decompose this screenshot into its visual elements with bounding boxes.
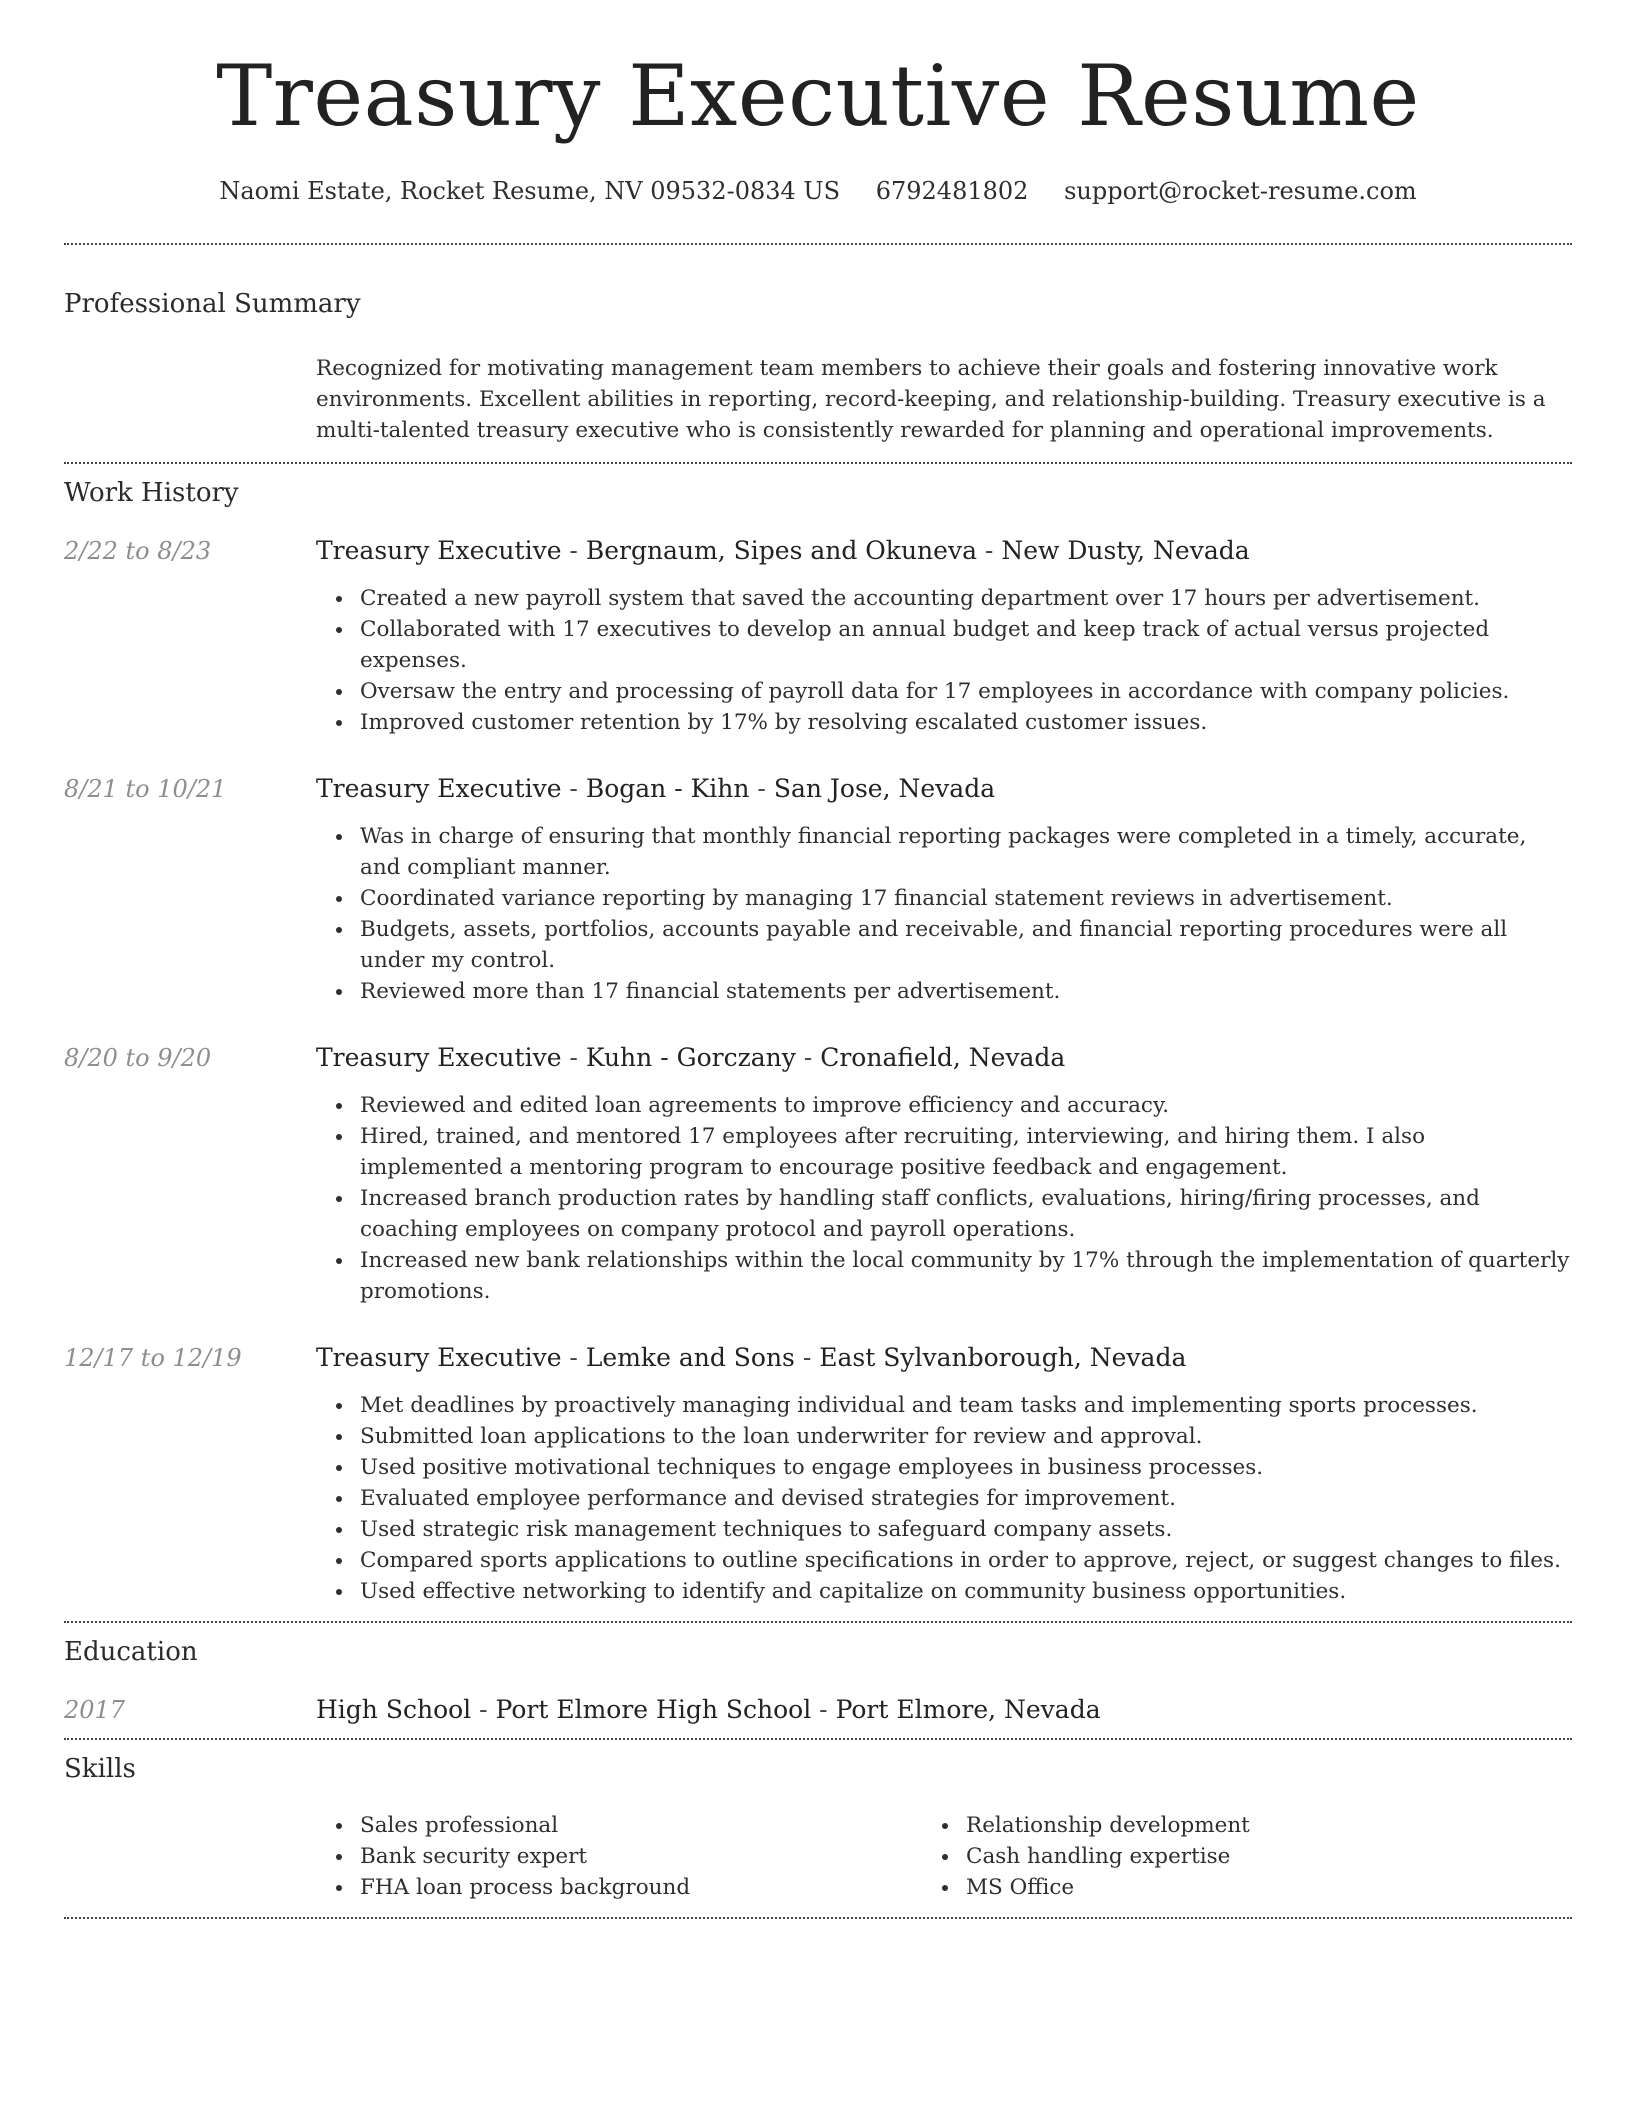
separator: - xyxy=(561,1342,586,1372)
job-company: Bergnaum, Sipes and Okuneva xyxy=(585,535,977,565)
section-divider xyxy=(64,1621,1572,1623)
skill-item: Bank security expert xyxy=(360,1841,966,1872)
list-item: Reviewed and edited loan agreements to improve efficiency and accuracy. xyxy=(360,1090,1572,1121)
job-entry xyxy=(64,1043,1572,1307)
job-heading xyxy=(316,1343,1186,1372)
list-item: Used positive motivational techniques to engage employees in business processes. xyxy=(360,1452,1572,1483)
separator: - xyxy=(561,773,586,803)
list-item: Submitted loan applications to the loan underwriter for review and approval. xyxy=(360,1421,1572,1452)
skill-item: Sales professional xyxy=(360,1810,966,1841)
separator: - xyxy=(794,1342,820,1372)
skills-column-right xyxy=(966,1810,1572,1903)
resume-page xyxy=(64,0,1572,1919)
resume-title: Treasury Executive Resume xyxy=(216,47,1420,145)
list-item: Increased new bank relationships within the local community by 17% through the implementation of quarterly promotions. xyxy=(360,1245,1572,1307)
list-item: Was in charge of ensuring that monthly financial reporting packages were completed in a timely, accurate, and compliant manner. xyxy=(360,821,1572,883)
job-heading xyxy=(316,1043,1065,1072)
skill-item: FHA loan process background xyxy=(360,1872,966,1903)
separator: - xyxy=(795,1042,821,1072)
job-dates: 2/22 to 8/23 xyxy=(64,536,212,565)
list-item: Oversaw the entry and processing of payroll data for 17 employees in accordance with company policies. xyxy=(360,676,1572,707)
job-location: San Jose, Nevada xyxy=(773,773,996,803)
contact-email: support@rocket-resume.com xyxy=(1064,176,1417,205)
work-history-heading: Work History xyxy=(64,477,239,508)
skills-list xyxy=(360,1810,1572,1903)
education-location: Port Elmore, Nevada xyxy=(835,1694,1101,1724)
separator: - xyxy=(749,773,774,803)
job-bullets xyxy=(360,583,1572,738)
section-divider xyxy=(64,1738,1572,1740)
job-heading xyxy=(316,536,1250,565)
skills-column-left xyxy=(360,1810,966,1903)
list-item: Met deadlines by proactively managing individual and team tasks and implementing sports processes. xyxy=(360,1390,1572,1421)
skill-item: MS Office xyxy=(966,1872,1572,1903)
job-position: Treasury Executive xyxy=(316,773,562,803)
skills-section xyxy=(64,1754,1572,1903)
summary-section xyxy=(64,289,1572,446)
list-item: Budgets, assets, portfolios, accounts payable and receivable, and financial reporting procedures were all under my control. xyxy=(360,914,1572,976)
list-item: Hired, trained, and mentored 17 employees after recruiting, interviewing, and hiring them. I also implemented a mentoring program to encourage positive feedback and engagement. xyxy=(360,1121,1572,1183)
education-year: 2017 xyxy=(64,1695,126,1724)
job-dates: 8/20 to 9/20 xyxy=(64,1043,212,1072)
section-divider xyxy=(64,243,1572,245)
list-item: Reviewed more than 17 financial statements per advertisement. xyxy=(360,976,1572,1007)
list-item: Evaluated employee performance and devised strategies for improvement. xyxy=(360,1483,1572,1514)
skill-item: Relationship development xyxy=(966,1810,1572,1841)
job-position: Treasury Executive xyxy=(316,1342,562,1372)
list-item: Improved customer retention by 17% by resolving escalated customer issues. xyxy=(360,707,1572,738)
job-position: Treasury Executive xyxy=(316,1042,562,1072)
job-dates: 8/21 to 10/21 xyxy=(64,774,227,803)
job-location: New Dusty, Nevada xyxy=(1001,535,1250,565)
job-location: Cronafield, Nevada xyxy=(820,1042,1066,1072)
separator: - xyxy=(471,1694,496,1724)
contact-phone: 6792481802 xyxy=(875,176,1029,205)
list-item: Coordinated variance reporting by managing 17 financial statement reviews in advertisement. xyxy=(360,883,1572,914)
list-item: Increased branch production rates by handling staff conflicts, evaluations, hiring/firing processes, and coaching employees on company protocol and payroll operations. xyxy=(360,1183,1572,1245)
job-entry xyxy=(64,536,1572,738)
education-school: Port Elmore High School xyxy=(495,1694,812,1724)
job-location: East Sylvanborough, Nevada xyxy=(819,1342,1187,1372)
skills-heading: Skills xyxy=(64,1753,136,1784)
job-company: Bogan - Kihn xyxy=(585,773,750,803)
education-entry xyxy=(64,1695,1572,1724)
job-bullets xyxy=(360,821,1572,1007)
job-company: Kuhn - Gorczany xyxy=(585,1042,796,1072)
job-entry xyxy=(64,774,1572,1007)
skill-item: Cash handling expertise xyxy=(966,1841,1572,1872)
separator: - xyxy=(561,535,586,565)
summary-text: Recognized for motivating management team members to achieve their goals and fostering innovative work environments. Excellent abilities in reporting, record-keeping, and relationship-building. Treasury executive is a multi-talented treasury executive who is consistently rewarded for planning and operational improvements. xyxy=(316,355,1546,443)
list-item: Used strategic risk management techniques to safeguard company assets. xyxy=(360,1514,1572,1545)
work-history-section xyxy=(64,478,1572,1607)
education-heading-line xyxy=(316,1695,1101,1724)
list-item: Used effective networking to identify and capitalize on community business opportunities. xyxy=(360,1576,1572,1607)
separator: - xyxy=(976,535,1002,565)
education-degree: High School xyxy=(316,1694,472,1724)
education-section xyxy=(64,1637,1572,1724)
list-item: Created a new payroll system that saved the accounting department over 17 hours per advertisement. xyxy=(360,583,1572,614)
contact-address: Naomi Estate, Rocket Resume, NV 09532-0834 US xyxy=(219,176,841,205)
summary-heading: Professional Summary xyxy=(64,288,361,319)
job-entry xyxy=(64,1343,1572,1607)
job-bullets xyxy=(360,1390,1572,1607)
contact-line xyxy=(64,177,1572,205)
list-item: Collaborated with 17 executives to develop an annual budget and keep track of actual versus projected expenses. xyxy=(360,614,1572,676)
job-heading xyxy=(316,774,995,803)
job-company: Lemke and Sons xyxy=(585,1342,795,1372)
section-divider xyxy=(64,462,1572,464)
list-item: Compared sports applications to outline specifications in order to approve, reject, or suggest changes to files. xyxy=(360,1545,1572,1576)
job-bullets xyxy=(360,1090,1572,1307)
section-divider xyxy=(64,1917,1572,1919)
job-position: Treasury Executive xyxy=(316,535,562,565)
education-heading: Education xyxy=(64,1636,198,1667)
separator: - xyxy=(561,1042,586,1072)
job-dates: 12/17 to 12/19 xyxy=(64,1343,242,1372)
separator: - xyxy=(811,1694,836,1724)
